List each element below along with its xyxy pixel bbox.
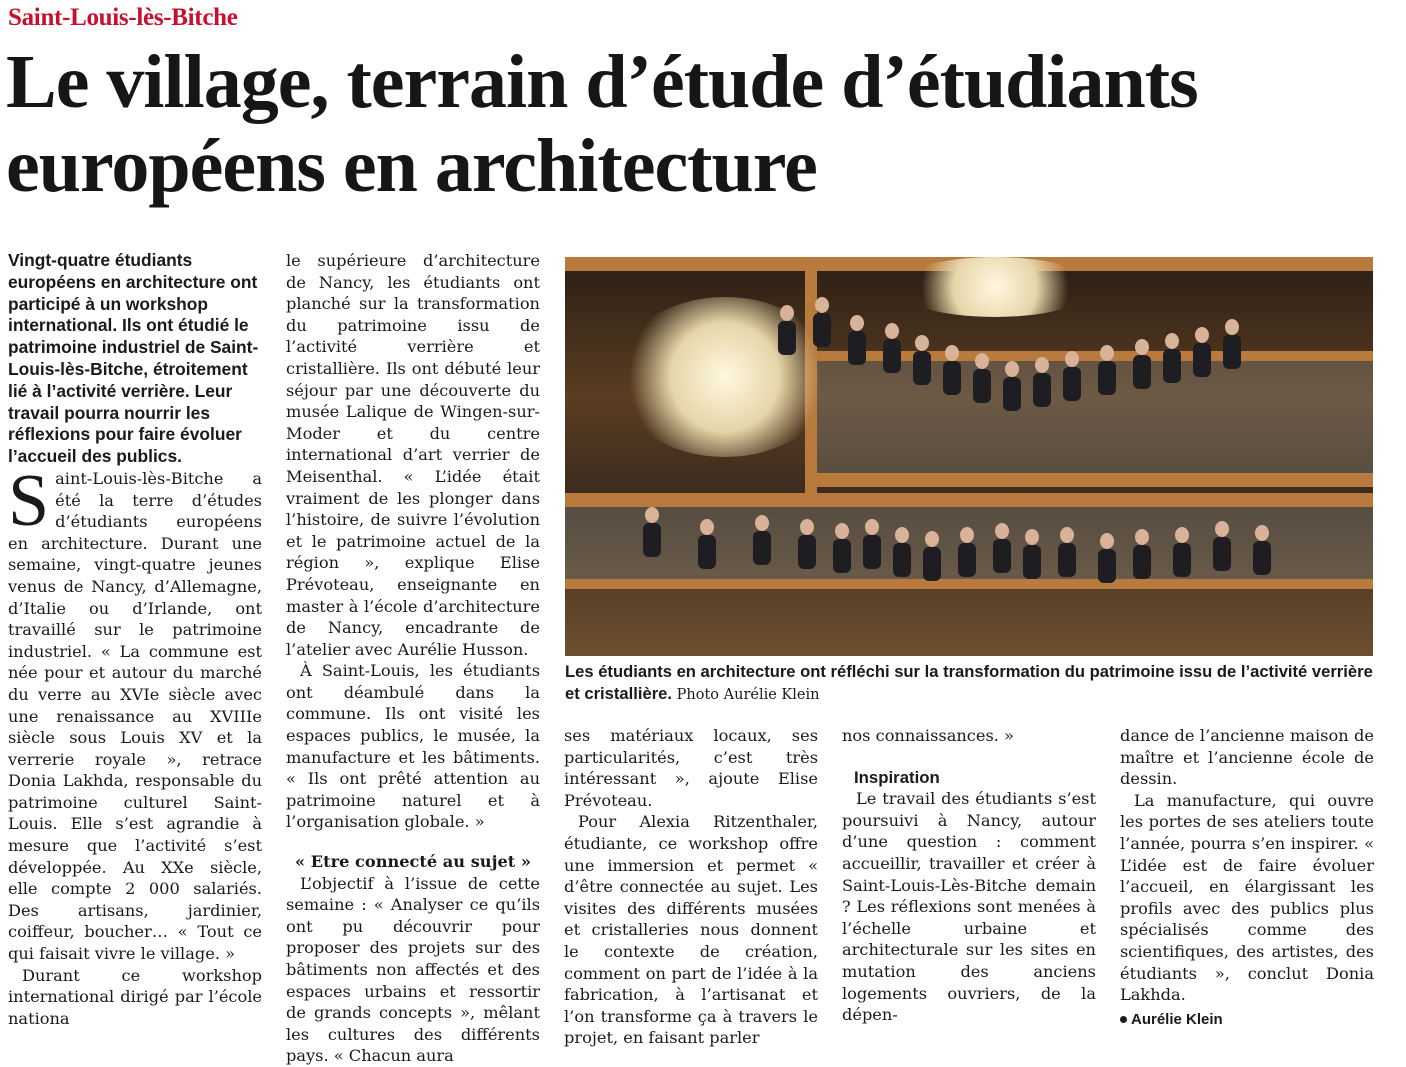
photo-person-head (1100, 345, 1114, 361)
photo-person-body (893, 543, 911, 577)
byline-bullet-icon (1120, 1016, 1127, 1023)
drop-cap: S (8, 459, 50, 542)
photo-person-body (913, 351, 931, 385)
photo-person-head (700, 519, 714, 535)
photo-person-head (1195, 327, 1209, 343)
photo-person-body (923, 547, 941, 581)
subhead-connected: « Etre connecté au sujet » (295, 852, 531, 872)
paragraph-3: À Saint-Louis, les étudiants ont déambulé dans la commune. Ils ont visité les espaces publics, le musée, la manufacture et les bâtiments. « Ils ont prêté attention au patrimoine naturel et à l’organisation globale. » (286, 661, 540, 832)
article-headline: Le village, terrain d’étude d’étudiants européens en architecture (6, 40, 1198, 208)
photo-person-body (1163, 349, 1181, 383)
photo-person-head (755, 515, 769, 531)
column-5 (1120, 725, 1374, 1030)
caption-text: Les étudiants en architecture ont réfléchi sur la transformation du patrimoine issu de l’activité verrière et cristallière. (565, 662, 1373, 703)
photo-person-head (800, 519, 814, 535)
photo-person-head (925, 531, 939, 547)
paragraph-10: La manufacture, qui ouvre les portes de ses ateliers toute l’année, pourra s’en inspirer. « L’idée est de faire évoluer l’accueil, en élargissant les profils avec des publics plus spécialisés comme des scientifiques, des artistes, des étudiants », conclut Donia Lakhda. (1120, 790, 1374, 1005)
photo-person-body (993, 539, 1011, 573)
photo-person-head (1035, 357, 1049, 373)
column-4 (842, 725, 1096, 1026)
photo-person-head (915, 335, 929, 351)
paragraph-8: Le travail des étudiants s’est poursuivi à Nancy, autour d’une question : comment accueillir, travailler et créer à Saint-Louis-Lès-Bitche demain ? Les réflexions sont menées à l’échelle urbaine et architecturale sur les sites en mutation des anciens logements ouvriers, de la dépen- (842, 789, 1096, 1025)
photo-person-head (780, 305, 794, 321)
photo-person-body (1173, 543, 1191, 577)
photo-person-head (945, 345, 959, 361)
subhead-inspiration: Inspiration (854, 767, 940, 787)
photo-person-head (1005, 361, 1019, 377)
photo-person-head (885, 323, 899, 339)
photo-person-head (1215, 521, 1229, 537)
photo-person-body (753, 531, 771, 565)
photo-person-body (1023, 545, 1041, 579)
photo-person-body (798, 535, 816, 569)
photo-person-head (835, 523, 849, 539)
paragraph-9: dance de l’ancienne maison de maître et l’ancienne école de dessin. (1120, 726, 1374, 789)
photo-person-body (833, 539, 851, 573)
photo-person-head (1255, 525, 1269, 541)
photo-person-body (958, 543, 976, 577)
photo-person-body (1213, 537, 1231, 571)
author-byline: Aurélie Klein (1120, 1009, 1374, 1031)
paragraph-2a: Durant ce workshop international dirigé par l’école nationa (8, 965, 262, 1028)
article-photo (565, 257, 1373, 656)
photo-person-body (1098, 361, 1116, 395)
column-2 (286, 250, 540, 1067)
photo-person-head (1025, 529, 1039, 545)
photo-person-head (960, 527, 974, 543)
photo-person-head (1175, 527, 1189, 543)
photo-person-head (1100, 533, 1114, 549)
photo-person-body (973, 369, 991, 403)
photo-person-body (883, 339, 901, 373)
photo-person-body (813, 313, 831, 347)
photo-person-body (698, 535, 716, 569)
photo-person-body (1133, 545, 1151, 579)
photo-person-body (1223, 335, 1241, 369)
photo-caption (565, 661, 1373, 706)
photo-person-body (943, 361, 961, 395)
section-kicker: Saint-Louis-lès-Bitche (8, 4, 238, 31)
photo-person-body (1063, 367, 1081, 401)
photo-person-head (1225, 319, 1239, 335)
photo-person-body (1003, 377, 1021, 411)
photo-person-head (850, 315, 864, 331)
paragraph-7: nos connaissances. » (842, 726, 1014, 745)
photo-person-head (645, 507, 659, 523)
paragraph-6: Pour Alexia Ritzenthaler, étudiante, ce workshop offre une immersion et permet « d’être connectée au sujet. Les visites des différents musées et cristalleries nous donnent le contexte de création, comment on part de l’idée à la fabrication, à l’artisanat et l’on transforme ça à travers le projet, en faisant parler (564, 812, 818, 1048)
photo-person-body (863, 535, 881, 569)
photo-person-body (778, 321, 796, 355)
paragraph-5: ses matériaux locaux, ses particularités, c’est très intéressant », ajoute Elise Prévoteau. (564, 726, 818, 810)
photo-person-head (1165, 333, 1179, 349)
photo-person-head (975, 353, 989, 369)
photo-person-head (1135, 529, 1149, 545)
photo-person-body (1058, 543, 1076, 577)
photo-person-head (1065, 351, 1079, 367)
photo-person-head (1135, 339, 1149, 355)
photo-person-head (895, 527, 909, 543)
photo-person-head (815, 297, 829, 313)
article-lead: Vingt-quatre étudiants européens en architecture ont participé à un workshop international. Ils ont étudié le patrimoine industriel de Saint-Louis-lès-Bitche, étroitement lié à l’activité verrière. Leur travail pourra nourrir les réflexions pour faire évoluer l’accueil des publics. (8, 250, 259, 467)
column-3 (564, 725, 818, 1049)
column-1 (8, 250, 262, 1029)
photo-person-body (643, 523, 661, 557)
photo-person-body (1193, 343, 1211, 377)
photo-person-body (1098, 549, 1116, 583)
photo-person-body (848, 331, 866, 365)
paragraph-4: L’objectif à l’issue de cette semaine : « Analyser ce qu’ils ont pu découvrir pour proposer des projets sur des bâtiments non affectés et des espaces urbains et ressortir de grands concepts », mêlant les cultures des différents pays. « Chacun aura (286, 873, 540, 1066)
photo-person-body (1133, 355, 1151, 389)
photo-person-head (865, 519, 879, 535)
photo-person-head (1060, 527, 1074, 543)
paragraph-2b: le supérieure d’architecture de Nancy, les étudiants ont planché sur la transformation du patrimoine issu de l’activité verrière et cristallière. Ils ont débuté leur séjour par une découverte du musée Lalique de Wingen-sur-Moder et du centre international d’art verrier de Meisenthal. « L’idée était vraiment de les plonger dans l’histoire, de suivre l’évolution et le patrimoine actuel de la région », explique Elise Prévoteau, enseignante en master à l’école d’architecture de Nancy, encadrante de l’atelier avec Aurélie Husson. (286, 251, 540, 659)
photo-person-head (995, 523, 1009, 539)
paragraph-1: Saint-Louis-lès-Bitche a été la terre d’études d’étudiants européens en architecture. Durant une semaine, vingt-quatre jeunes venus de Nancy, d’Allemagne, d’Italie ou d’Irlande, ont travaillé sur le patrimoine industriel. « La commune est née pour et autour du marché du verre au XVIe siècle avec une renaissance au XVIIIe siècle sous Louis XV et la verrerie royale », retrace Donia Lakhda, responsable du patrimoine culturel Saint-Louis. Elle s’est agrandie à mesure que l’activité s’est développée. Au XXe siècle, elle compte 2 000 salariés. Des artisans, jardinier, coiffeur, boucher… « Tout ce qui faisait vivre le village. » (8, 459, 262, 964)
photo-person-body (1033, 373, 1051, 407)
photo-person-body (1253, 541, 1271, 575)
photo-credit: Photo Aurélie Klein (676, 686, 820, 703)
